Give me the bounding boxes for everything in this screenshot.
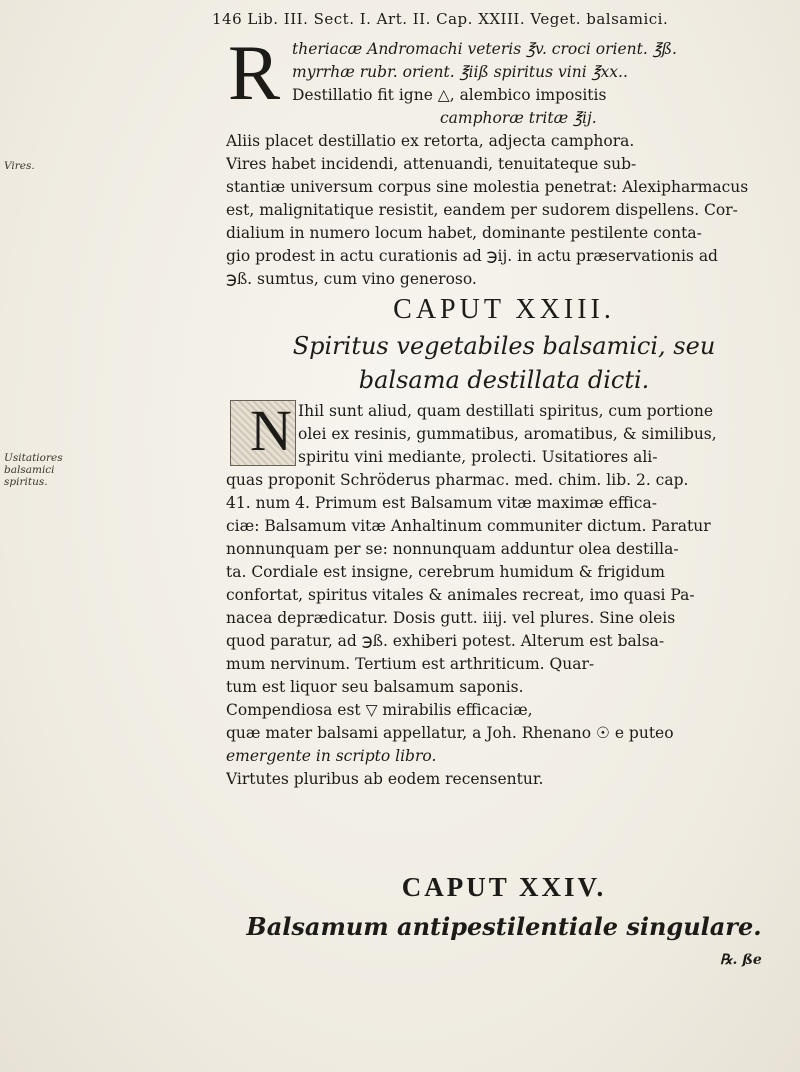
chapter-subtitle-23: Spiritus vegetabiles balsamici, seu [292,332,716,360]
text-line: tum est liquor seu balsamum saponis. [226,678,524,696]
text-line: Virtutes pluribus ab eodem recensentur. [226,770,544,788]
recipe-line: myrrhæ rubr. orient. ℥iiß spiritus vini ℥xx.. [292,63,628,81]
recipe-line: Destillatio fit igne △, alembico impositis [292,86,607,104]
text-line: ℈ß. sumtus, cum vino generoso. [226,270,477,288]
text-line: confortat, spiritus vitales & animales recreat, imo quasi Pa- [226,586,695,604]
text-line: quæ mater balsami appellatur, a Joh. Rhenano ☉ e puteo [226,724,674,742]
chapter-subtitle-23-cont: balsama destillata dicti. [358,366,650,394]
text-line: dialium in numero locum habet, dominante pestilente conta- [226,224,702,242]
text-line: ciæ: Balsamum vitæ Anhaltinum communiter dictum. Paratur [226,517,711,535]
text-line: quas proponit Schröderus pharmac. med. chim. lib. 2. cap. [226,471,689,489]
paragraph-vires [226,130,782,291]
recipe-symbol: R [228,29,281,116]
text-line: 41. num 4. Primum est Balsamum vitæ maximæ effica- [226,494,657,512]
text-line: nacea deprædicatur. Dosis gutt. iiij. vel plures. Sine oleis [226,609,676,627]
chapter-subtitle-24: Balsamum antipestilentiale singulare. [246,912,762,941]
margin-note-vires: Vires. [4,160,35,172]
text-line: olei ex resinis, gummatibus, aromatibus, & similibus, [298,425,717,443]
text-line: est, malignitatique resistit, eandem per sudorem dispellens. Cor- [226,201,738,219]
text-line: gio prodest in actu curationis ad ℈ij. in actu præservationis ad [226,247,718,265]
recipe-block-end [440,107,780,130]
text-line: stantiæ universum corpus sine molestia penetrat: Alexipharmacus [226,178,749,196]
text-line: quod paratur, ad ℈ß. exhiberi potest. Alterum est balsa- [226,632,665,650]
text-line: Compendiosa est ▽ mirabilis efficaciæ, [226,701,533,719]
chapter-heading-24: CAPUT XXIV. [401,872,607,902]
paragraph-balsama [226,469,782,791]
text-line: Aliis placet destillatio ex retorta, adjecta camphora. [226,132,635,150]
text-line: emergente in scripto libro. [226,747,437,765]
text-line: Ihil sunt aliud, quam destillati spiritus, cum portione [298,402,714,420]
catchword: ℞. ße [720,952,762,968]
recipe-line: theriacæ Andromachi veteris ℥v. croci orient. ℥ß. [292,40,677,58]
running-head: 146 Lib. III. Sect. I. Art. II. Cap. XXIII. Veget. balsamici. [212,10,669,28]
recipe-line: camphoræ tritæ ℥ij. [440,109,597,127]
recipe-block [292,38,782,107]
text-line: mum nervinum. Tertium est arthriticum. Quar- [226,655,595,673]
text-line: ta. Cordiale est insigne, cerebrum humidum & frigidum [226,563,666,581]
margin-note-usitatiores: Usitatiores balsamici spiritus. [4,452,63,488]
chapter-heading-23: CAPUT XXIII. [393,294,615,325]
text-line: spiritu vini mediante, prolecti. Usitatiores ali- [298,448,658,466]
text-line: nonnunquam per se: nonnunquam adduntur olea destilla- [226,540,679,558]
text-line: Vires habet incidendi, attenuandi, tenuitateque sub- [226,155,637,173]
paragraph-start [298,400,782,469]
ornamental-initial: N [250,398,292,463]
